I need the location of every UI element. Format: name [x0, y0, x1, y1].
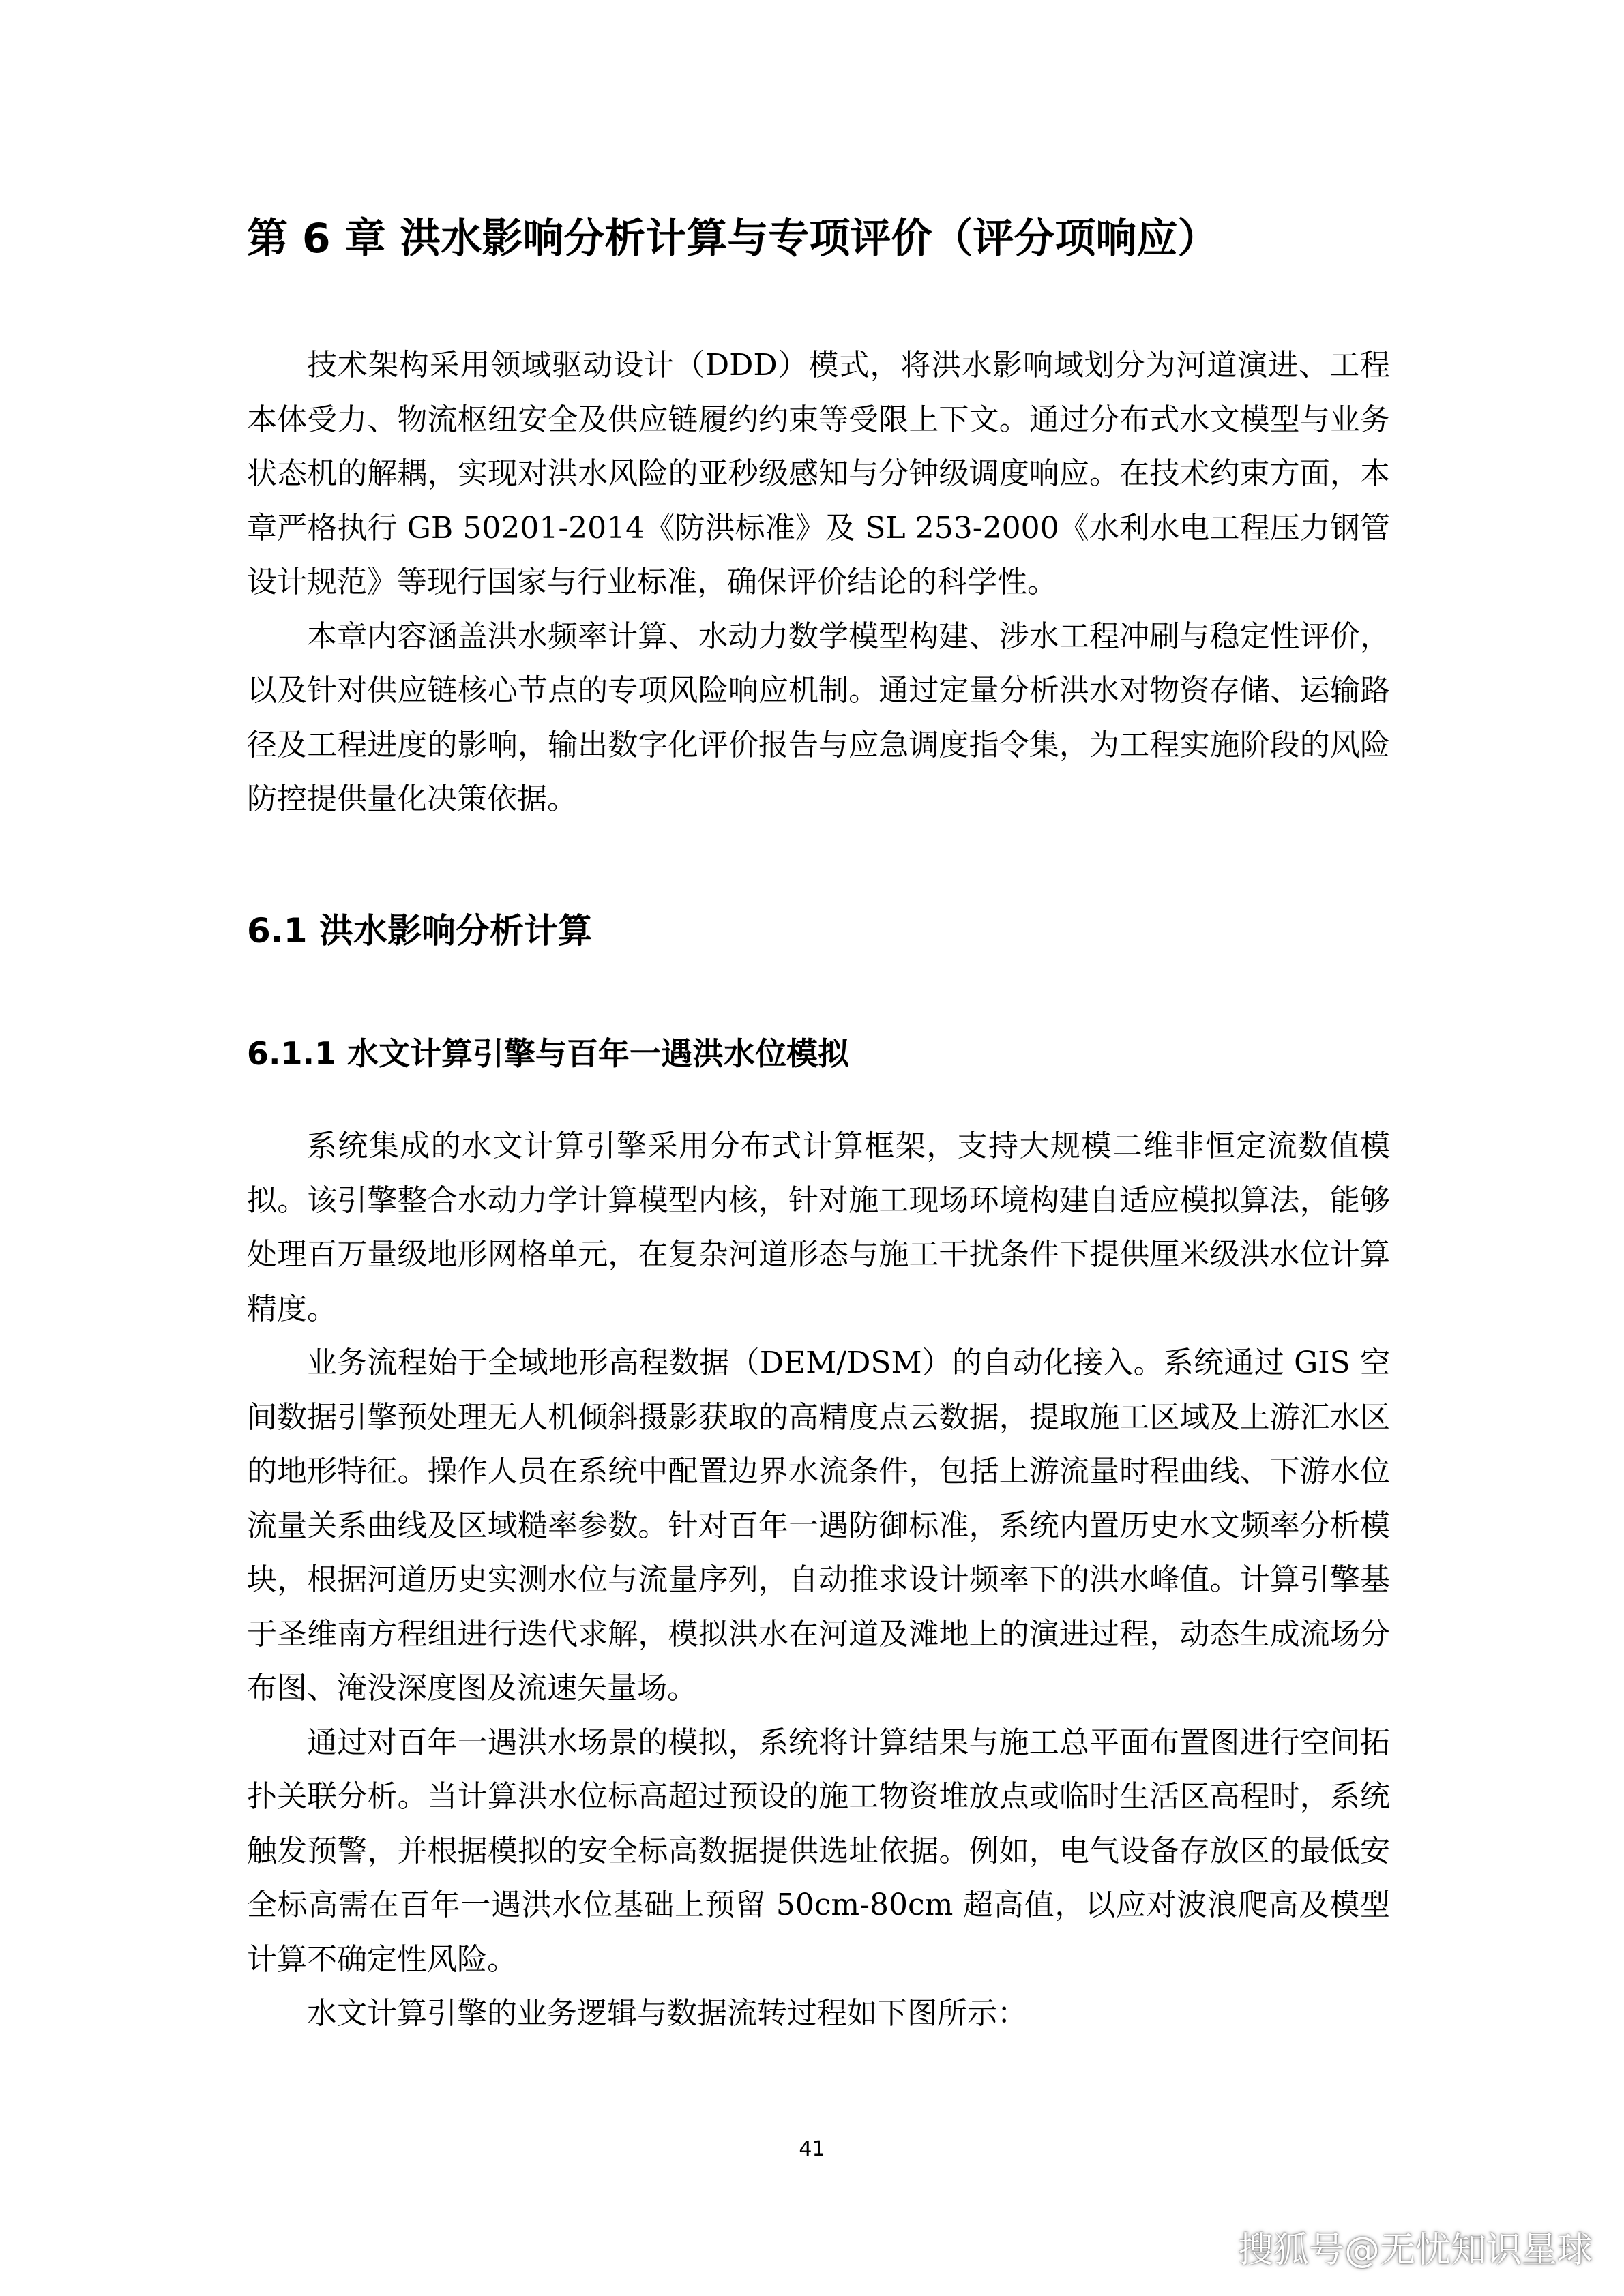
page-number: 41	[799, 2137, 825, 2161]
subsection-title: 6.1.1 水文计算引擎与百年一遇洪水位模拟	[247, 1035, 849, 1072]
paragraph: 系统集成的水文计算引擎采用分布式计算框架，支持大规模二维非恒定流数值模拟。该引擎整合水动力学计算模型内核，针对施工现场环境构建自适应模拟算法，能够处理百万量级地形网格单元，在复杂河道形态与施工干扰条件下提供厘米级洪水位计算精度。	[247, 1129, 1390, 1326]
section-title: 6.1 洪水影响分析计算	[247, 911, 592, 951]
watermark: 搜狐号@无忧知识星球	[1237, 2230, 1593, 2271]
paragraph: 业务流程始于全域地形高程数据（DEM/DSM）的自动化接入。系统通过 GIS 空间数据引擎预处理无人机倾斜摄影获取的高精度点云数据，提取施工区域及上游汇水区的地形特征。操作人员在系统中配置边界水流条件，包括上游流量时程曲线、下游水位流量关系曲线及区域糙率参数。针对百年一遇防御标准，系统内置历史水文频率分析模块，根据河道历史实测水位与流量序列，自动推求设计频率下的洪水峰值。计算引擎基于圣维南方程组进行迭代求解，模拟洪水在河道及滩地上的演进过程，动态生成流场分布图、淹没深度图及流速矢量场。	[247, 1345, 1390, 1705]
intro-text	[247, 338, 1390, 826]
paragraph: 水文计算引擎的业务逻辑与数据流转过程如下图所示：	[307, 1996, 1027, 2031]
chapter-title: 第 6 章 洪水影响分析计算与专项评价（评分项响应）	[247, 215, 1219, 263]
subsection-text	[247, 1119, 1390, 2041]
paragraph: 技术架构采用领域驱动设计（DDD）模式，将洪水影响域划分为河道演进、工程本体受力、物流枢纽安全及供应链履约约束等受限上下文。通过分布式水文模型与业务状态机的解耦，实现对洪水风险的亚秒级感知与分钟级调度响应。在技术约束方面，本章严格执行 GB 50201-2014《防洪标准》及 SL 253-2000《水利水电工程压力钢管设计规范》等现行国家与行业标准，确保评价结论的科学性。	[247, 348, 1390, 599]
paragraph: 通过对百年一遇洪水场景的模拟，系统将计算结果与施工总平面布置图进行空间拓扑关联分析。当计算洪水位标高超过预设的施工物资堆放点或临时生活区高程时，系统触发预警，并根据模拟的安全标高数据提供选址依据。例如，电气设备存放区的最低安全标高需在百年一遇洪水位基础上预留 50cm-80cm 超高值，以应对波浪爬高及模型计算不确定性风险。	[247, 1725, 1390, 1977]
paragraph: 本章内容涵盖洪水频率计算、水动力数学模型构建、涉水工程冲刷与稳定性评价，以及针对供应链核心节点的专项风险响应机制。通过定量分析洪水对物资存储、运输路径及工程进度的影响，输出数字化评价报告与应急调度指令集，为工程实施阶段的风险防控提供量化决策依据。	[247, 618, 1390, 816]
